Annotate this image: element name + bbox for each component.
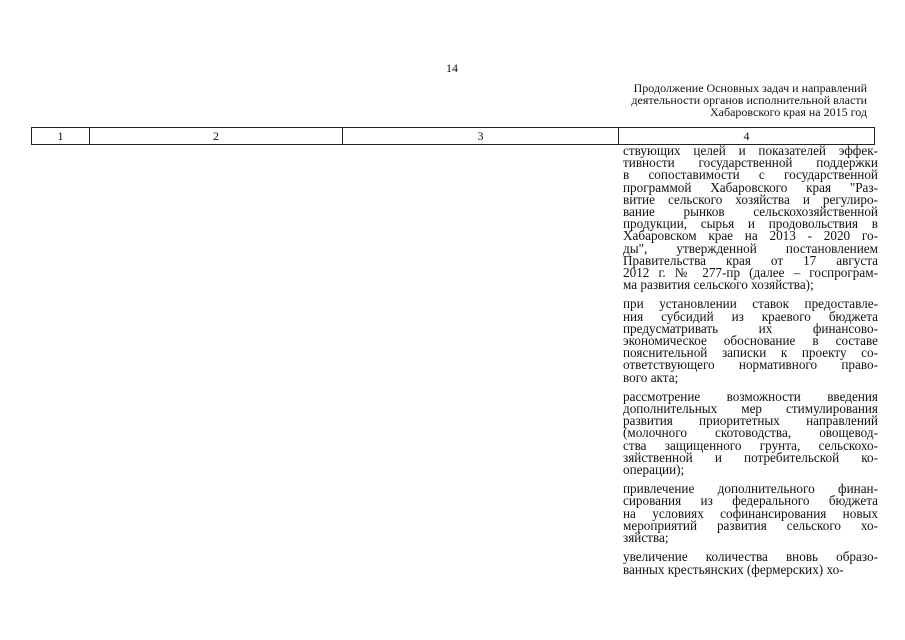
column-header-1: 1	[32, 128, 90, 145]
column-header-row	[32, 128, 875, 145]
column-4-paragraph	[623, 145, 878, 291]
text-line: ма развития сельского хозяйства);	[623, 277, 814, 293]
text-line: экономическое обоснование в составе	[623, 333, 878, 349]
text-line: ства защищенного грунта, сельскохо-	[623, 437, 878, 453]
text-line: ды", утвержденной постановлением	[623, 240, 878, 256]
text-line: мероприятий развития сельского хо-	[623, 517, 878, 533]
text-line: дополнительных мер стимулирования	[623, 401, 878, 417]
text-line: на условиях софинансирования новых	[623, 505, 878, 521]
column-4-paragraph	[623, 388, 878, 478]
text-line: при установлении ставок предоставле-	[623, 296, 878, 312]
text-line: в сопоставимости с государственной	[623, 167, 878, 183]
text-line: вание рынков сельскохозяйственной	[623, 204, 878, 220]
table-caption	[567, 82, 867, 118]
text-line: продукции, сырья и продовольствия в	[623, 216, 878, 232]
text-line: увеличение количества вновь образо-	[623, 549, 878, 565]
column-4-paragraph	[623, 483, 878, 544]
text-line: сирования из федерального бюджета	[623, 493, 878, 509]
text-line: ванных крестьянских (фермерских) хо-	[623, 561, 844, 577]
text-line: вого акта;	[623, 369, 679, 385]
text-line: зяйственной и потребительской ко-	[623, 449, 878, 465]
column-header-3: 3	[343, 128, 619, 145]
text-line: ствующих целей и показателей эффек-	[623, 143, 878, 158]
text-line: ния субсидий из краевого бюджета	[623, 308, 878, 324]
text-line: развития приоритетных направлений	[623, 413, 878, 429]
text-line: Правительства края от 17 августа	[623, 252, 878, 268]
caption-line: Хабаровского края на 2015 год	[710, 105, 867, 119]
page-number: 14	[446, 61, 458, 75]
text-line: привлечение дополнительного финан-	[623, 481, 878, 497]
text-line: тивности государственной поддержки	[623, 155, 878, 171]
text-line: рассмотрение возможности введения	[623, 388, 878, 404]
text-line: ответствующего нормативного право-	[623, 357, 878, 373]
text-line: пояснительной записки к проекту со-	[623, 345, 878, 361]
column-4-text	[623, 145, 878, 583]
caption-line: Продолжение Основных задач и направлений	[633, 81, 867, 95]
text-line: (молочного скотоводства, овощевод-	[623, 425, 878, 441]
column-4-paragraph	[623, 298, 878, 383]
text-line: операции);	[623, 462, 685, 478]
column-4-paragraph	[623, 551, 878, 575]
text-line: Хабаровском крае на 2013 - 2020 го-	[623, 228, 878, 244]
text-line: зяйства;	[623, 530, 669, 546]
column-header-4: 4	[619, 128, 875, 145]
text-line: предусматривать их финансово-	[623, 320, 878, 336]
caption-line: деятельности органов исполнительной власти	[631, 93, 867, 107]
text-line: витие сельского хозяйства и регулиро-	[623, 191, 878, 207]
text-line: программой Хабаровского края "Раз-	[623, 179, 878, 195]
text-line: 2012 г. № 277-пр (далее – госпрограм-	[623, 265, 878, 281]
column-header-2: 2	[90, 128, 343, 145]
